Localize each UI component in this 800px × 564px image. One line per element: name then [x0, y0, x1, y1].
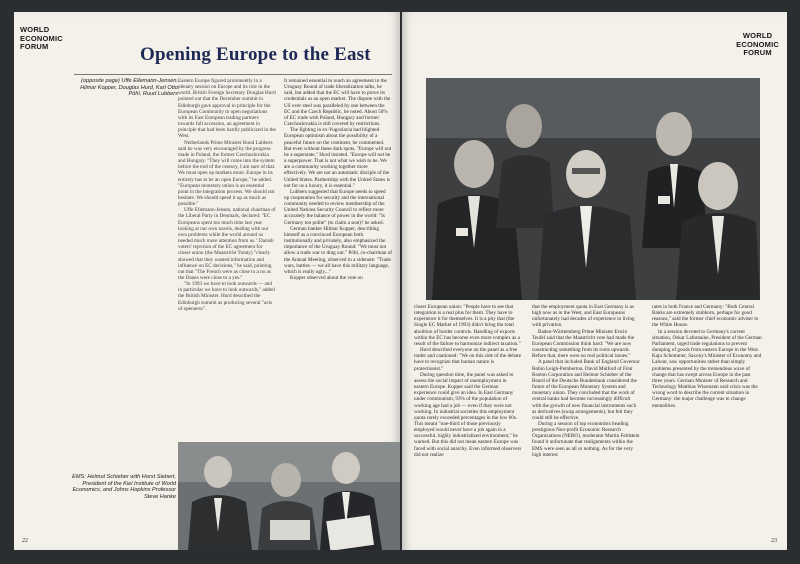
paragraph: The fighting in ex-Yugoslavia had blighted European optimism about the possibility of a peaceful future on the continent, he commented. But even without these dark spots, "Europe will not be a superstate," Hurd insisted. "Europe will not be a superpower. That is not what we wish to be. We are a community working together more effectively. We are not an automatic disciple of the United States. Partnership with the United States is not for us a luxury, it is essential.": [284, 127, 392, 189]
page-number-right: 23: [771, 538, 777, 544]
paragraph: that the employment quota in East Germany is as high now as in the West, and East Europeans unfortunately had decades of experience in living with privation.: [532, 304, 635, 329]
photo-speakers-illustration: [426, 78, 760, 300]
wef-logo-left: [20, 26, 63, 52]
paragraph: closer European union: "People have to see that integration is a real plus for them. They have to experience it for themselves. It is a pity that (the Single EC Market of 1993) didn't bring the total abolition of border controls. Handling of exports within the EC has become even more complex as a result of the failure to harmonize indirect taxation.": [414, 304, 521, 347]
article-column-2: [284, 78, 392, 440]
paragraph: Uffe Ellemann-Jensen, national chairman of the Liberal Party in Denmark, declared: "EC Europeans spent too much time last year looking at our own navels, dealing with our own problems while the world around us needed much more attention from us." Danish voters' rejection of the EC agreement for closer union (the Maastricht Treaty) "clearly showed that they wanted information and influence on EC decisions," he said, pointing out that "The French were as close to a no as the Danes were close to a yes.": [178, 207, 276, 281]
paragraph: "In 1993 we have to look outwards — and in particular we have to look outwards," added the British Minister. Hurd described the Edinburgh summit as producing several "acts of openness".: [178, 281, 275, 312]
article-column-1: [178, 78, 276, 440]
photo-caption-opposite: (opposite page) Uffe Ellemann-Jensen, Hilmar Kopper, Douglas Hurd, Karl Otto Pöhl, Ruud Lubbers: [80, 78, 178, 98]
paragraph: Baden-Württemberg Prime Minister Erwin Teufel said that the Maastricht vote had made the European Commission think hard: "We are now constructing something from its roots upwards. Before that, there were no real political issues.": [532, 328, 635, 360]
paragraph: Eastern Europe figured prominently in a plenary session on Europe and its role in the world. British Foreign Secretary Douglas Hurd pointed out that the December summit in Edinburgh gave approval in principle for the European Community to open negotiations with its East European trading partners towards full accession, an agreement in principle that had been hardly publicized in the West.: [178, 78, 276, 140]
paragraph: Hurd described everyone on the panel as a free trader and cautioned: "We on this side of the debate have to recognize that human nature is protectionist.": [414, 347, 521, 372]
paragraph: Netherlands Prime Minister Ruud Lubbers said he was very encouraged by the progress made in Poland, the former Czechoslovakia and Hungary. "They will come into the system before the end of the century, I am sure of that. We must open up markets more. Europe in its entirety has to be an open Europe," he added. "European monetary union is an essential point in the integration process. We should not hesitate. We should speed it up as much as possible.": [178, 139, 276, 208]
photo-ems-panel: [178, 442, 400, 550]
paragraph: During a session of top economists heading prestigious Non-profit Economic Research Organizations (NERO), moderator Martin Feldstein found it unfortunate that realignments within the EMS were seen as all or nothing. As for the very high interest: [532, 420, 640, 458]
wef-logo-right: [736, 32, 779, 58]
paragraph: A panel that included Bank of England Governor Robin Leigh-Pemberton, David Mulford of First Boston Corporation and Helmut Schieber of the Board of the Deutsche Bundesbank considered the future of the European Monetary System and monetary union. They concluded that the work of central banks had become increasingly difficult with the growth of new financial instruments such as derivatives (swap arrangements), but felt they could still be effective.: [532, 359, 640, 421]
page-number-left: 22: [22, 538, 28, 544]
paragraph: In a session devoted to Germany's current situation, Oskar Lafontaine, President of the German Parliament, urged trade regulations to prevent dumping of goods from eastern Europe in the West. Kajo Schommer, Saxony's Minister of Economy and Labour, saw opportunities rather than simply problems presented by the tremendous wave of change that has swept across Europe in the past three years. German Minister of Research and Technology Matthias Wissmann said crisis was the wrong word to describe the current situation in Germany: the major challenge was to change mentalities.: [652, 328, 762, 409]
paragraph: rates in both France and Germany: "Both Central Banks are extremely stubborn, perhaps for good reasons," said the former chief economic adviser to the White House.: [652, 304, 759, 329]
photo-ems-illustration: [178, 442, 400, 550]
logo-line-1: WORLD: [20, 25, 50, 34]
photo-panel-speakers: [426, 78, 760, 300]
logo-line-3: FORUM: [743, 48, 772, 57]
paragraph: It remained essential to reach an agreement in the Uruguay Round of trade liberalization talks, he said, but added that the EC will have to prove its credentials as an open market. The dispute with the US over steel was paralleled by one between the EC and the Czech Republic, he noted. About 50% of EC trade with Poland, Hungary and former Czechoslovakia is still covered by restrictions.: [284, 78, 391, 128]
paragraph: Lubbers suggested that Europe needs to speed up cooperation for security and the international community needed to review membership of the United Nations Security Council to reflect more accurately the balance of power in the world: "Is Germany too polite" (to claim a seat)? he asked.: [284, 188, 386, 226]
paragraph: Kopper observed about the vote on: [290, 275, 363, 281]
logo-line-2: ECONOMIC: [20, 33, 63, 43]
paragraph: German banker Hilmar Kopper, describing himself as a convinced European both institutionally and privately, also emphasized the importance of the Uruguay Round: "We must not allow a trade war to drag out." Pöhl, co-chairman of the Annual Meeting, observed in a sidenote: "Trade wars, battles — we all have this military language, which is really ugly...": [284, 225, 392, 275]
left-page: [14, 12, 400, 550]
page-title: Opening Europe to the East: [140, 44, 371, 65]
right-page: [402, 12, 787, 550]
article-column-3: [414, 304, 522, 540]
article-column-4: [532, 304, 640, 540]
logo-line-1: WORLD: [742, 31, 773, 40]
article-column-5: [652, 304, 762, 540]
title-rule: [74, 74, 392, 75]
photo-caption-ems: EMS: Helmut Schieber with Horst Siebert, President of the Kiel Institute of World Economics, and Johns Hopkins Professor Steve Hanke: [72, 474, 176, 500]
paragraph: During question time, the panel was asked to assess the social impact of unemployment in eastern Europe. Kopper said the German experience could give an idea. In East Germany under communism, 93% of the population of working age had a job — even if they were not working. In industrial societies this employment quota rarely exceeded percentages in the low 60s. This meant "one-third of those previously employed would never have a job again in a successful, highly industrialized environment," he warned. But this did not mean eastern Europe was faced with social anarchy. Even informed observers did not realize: [414, 371, 522, 458]
logo-line-2: ECONOMIC: [736, 39, 779, 49]
logo-line-3: FORUM: [20, 42, 49, 51]
